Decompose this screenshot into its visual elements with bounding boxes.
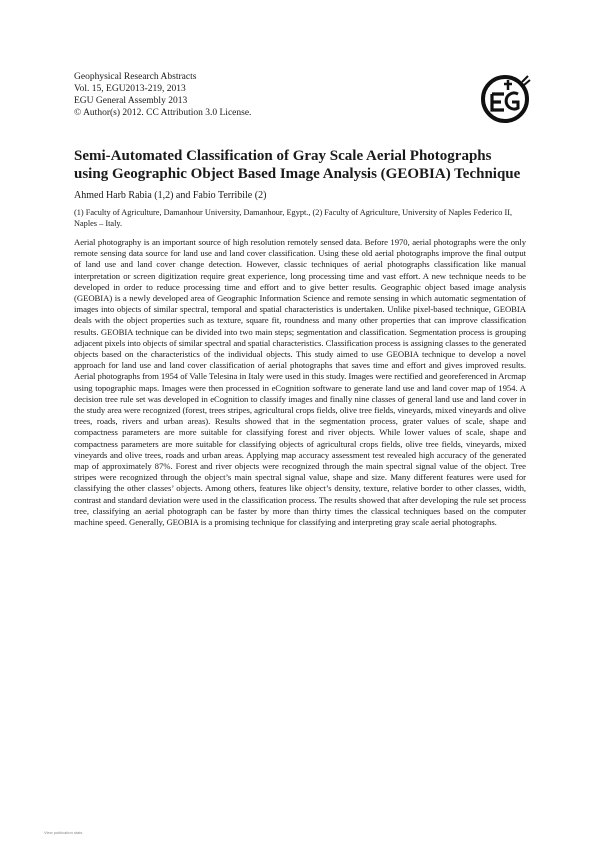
journal-name: Geophysical Research Abstracts xyxy=(74,72,197,82)
paper-title: Semi-Automated Classification of Gray Scale Aerial Photographs using Geographic Object Based Image Analysis (GEOBIA) Technique xyxy=(74,148,521,182)
affiliations: (1) Faculty of Agriculture, Damanhour University, Damanhour, Egypt., (2) Faculty of Agriculture, University of Naples Federico II, Naples – Italy. xyxy=(74,208,513,228)
egu-logo-icon xyxy=(478,72,532,126)
copyright-notice: © Author(s) 2012. CC Attribution 3.0 License. xyxy=(74,108,252,118)
publication-header xyxy=(74,71,251,119)
author-list: Ahmed Harb Rabia (1,2) and Fabio Terribile (2) xyxy=(74,190,267,201)
volume-info: Vol. 15, EGU2013-219, 2013 xyxy=(74,84,186,94)
footer-link[interactable]: View publication stats xyxy=(44,830,83,835)
abstract-body: Aerial photography is an important source of high resolution remotely sensed data. Before 1970, aerial photographs were the only remote sensing data source for land use and land cover classification. Using these old aerial photographs improve the final output of land use and land cover change detection. However, classic techniques of aerial photographs classification like manual interpretation or screen digitization require great experience, long processing time and vast effort. A new technique needs to be developed in order to reduce processing time and effort and to give better results. Geographic object based image analysis (GEOBIA) is a newly developed area of Geographic Information Science and remote sensing in which automatic segmentation of images into objects of similar spectral, temporal and spatial characteristics is undertaken. Unlike pixel-based technique, GEOBIA deals with the object properties such as texture, square fit, roundness and many other properties that can improve classification results. GEOBIA technique can be divided into two main steps; segmentation and classification. Segmentation process is grouping adjacent pixels into objects of similar spectral and spatial characteristics. Classification process is assigning classes to the generated objects based on the characteristics of the individual objects. This study aimed to use GEOBIA technique to develop a novel approach for land use and land cover classification of aerial photographs that saves time and effort and gives improved results. Aerial photographs from 1954 of Valle Telesina in Italy were used in this study. Images were rectified and georeferenced in Arcmap using topographic maps. Images were then processed in eCognition software to generate land use and land cover map of 1954. A decision tree rule set was developed in eCognition to classify images and finally nine classes of general land use and land cover in the study area were recognized (forest, trees stripes, agricultural crops fields, olive tree fields, vineyards, mixed vineyards and olive trees, roads, rivers and urban areas). Results showed that in the segmentation process, grater values of scale, shape and compactness parameters are more suitable for classifying forest and river objects. While lower values of scale, shape and compactness parameters are more suitable for classifying objects of agricultural crops fields, olive tree fields, vineyards, mixed vineyards and olive trees, roads and urban areas. Applying map accuracy assessment test revealed high accuracy of the generated map of approximately 87%. Forest and river objects were recognized through the main spectral signal value of the object. Tree stripes were recognized through the object’s main spectral signal value, shape and size. Many different features were used for classifying the other classes’ objects. Among others, features like object’s density, texture, relative border to other classes, width, contrast and standard deviation were used in the classification process. The results showed that after developing the rule set process tree, classifying an aerial photograph can be faster by more than thirty times the classical techniques based on the computer machine speed. Generally, GEOBIA is a promising technique for classifying and interpreting gray scale aerial photographs. xyxy=(74,237,526,528)
assembly-name: EGU General Assembly 2013 xyxy=(74,96,188,106)
